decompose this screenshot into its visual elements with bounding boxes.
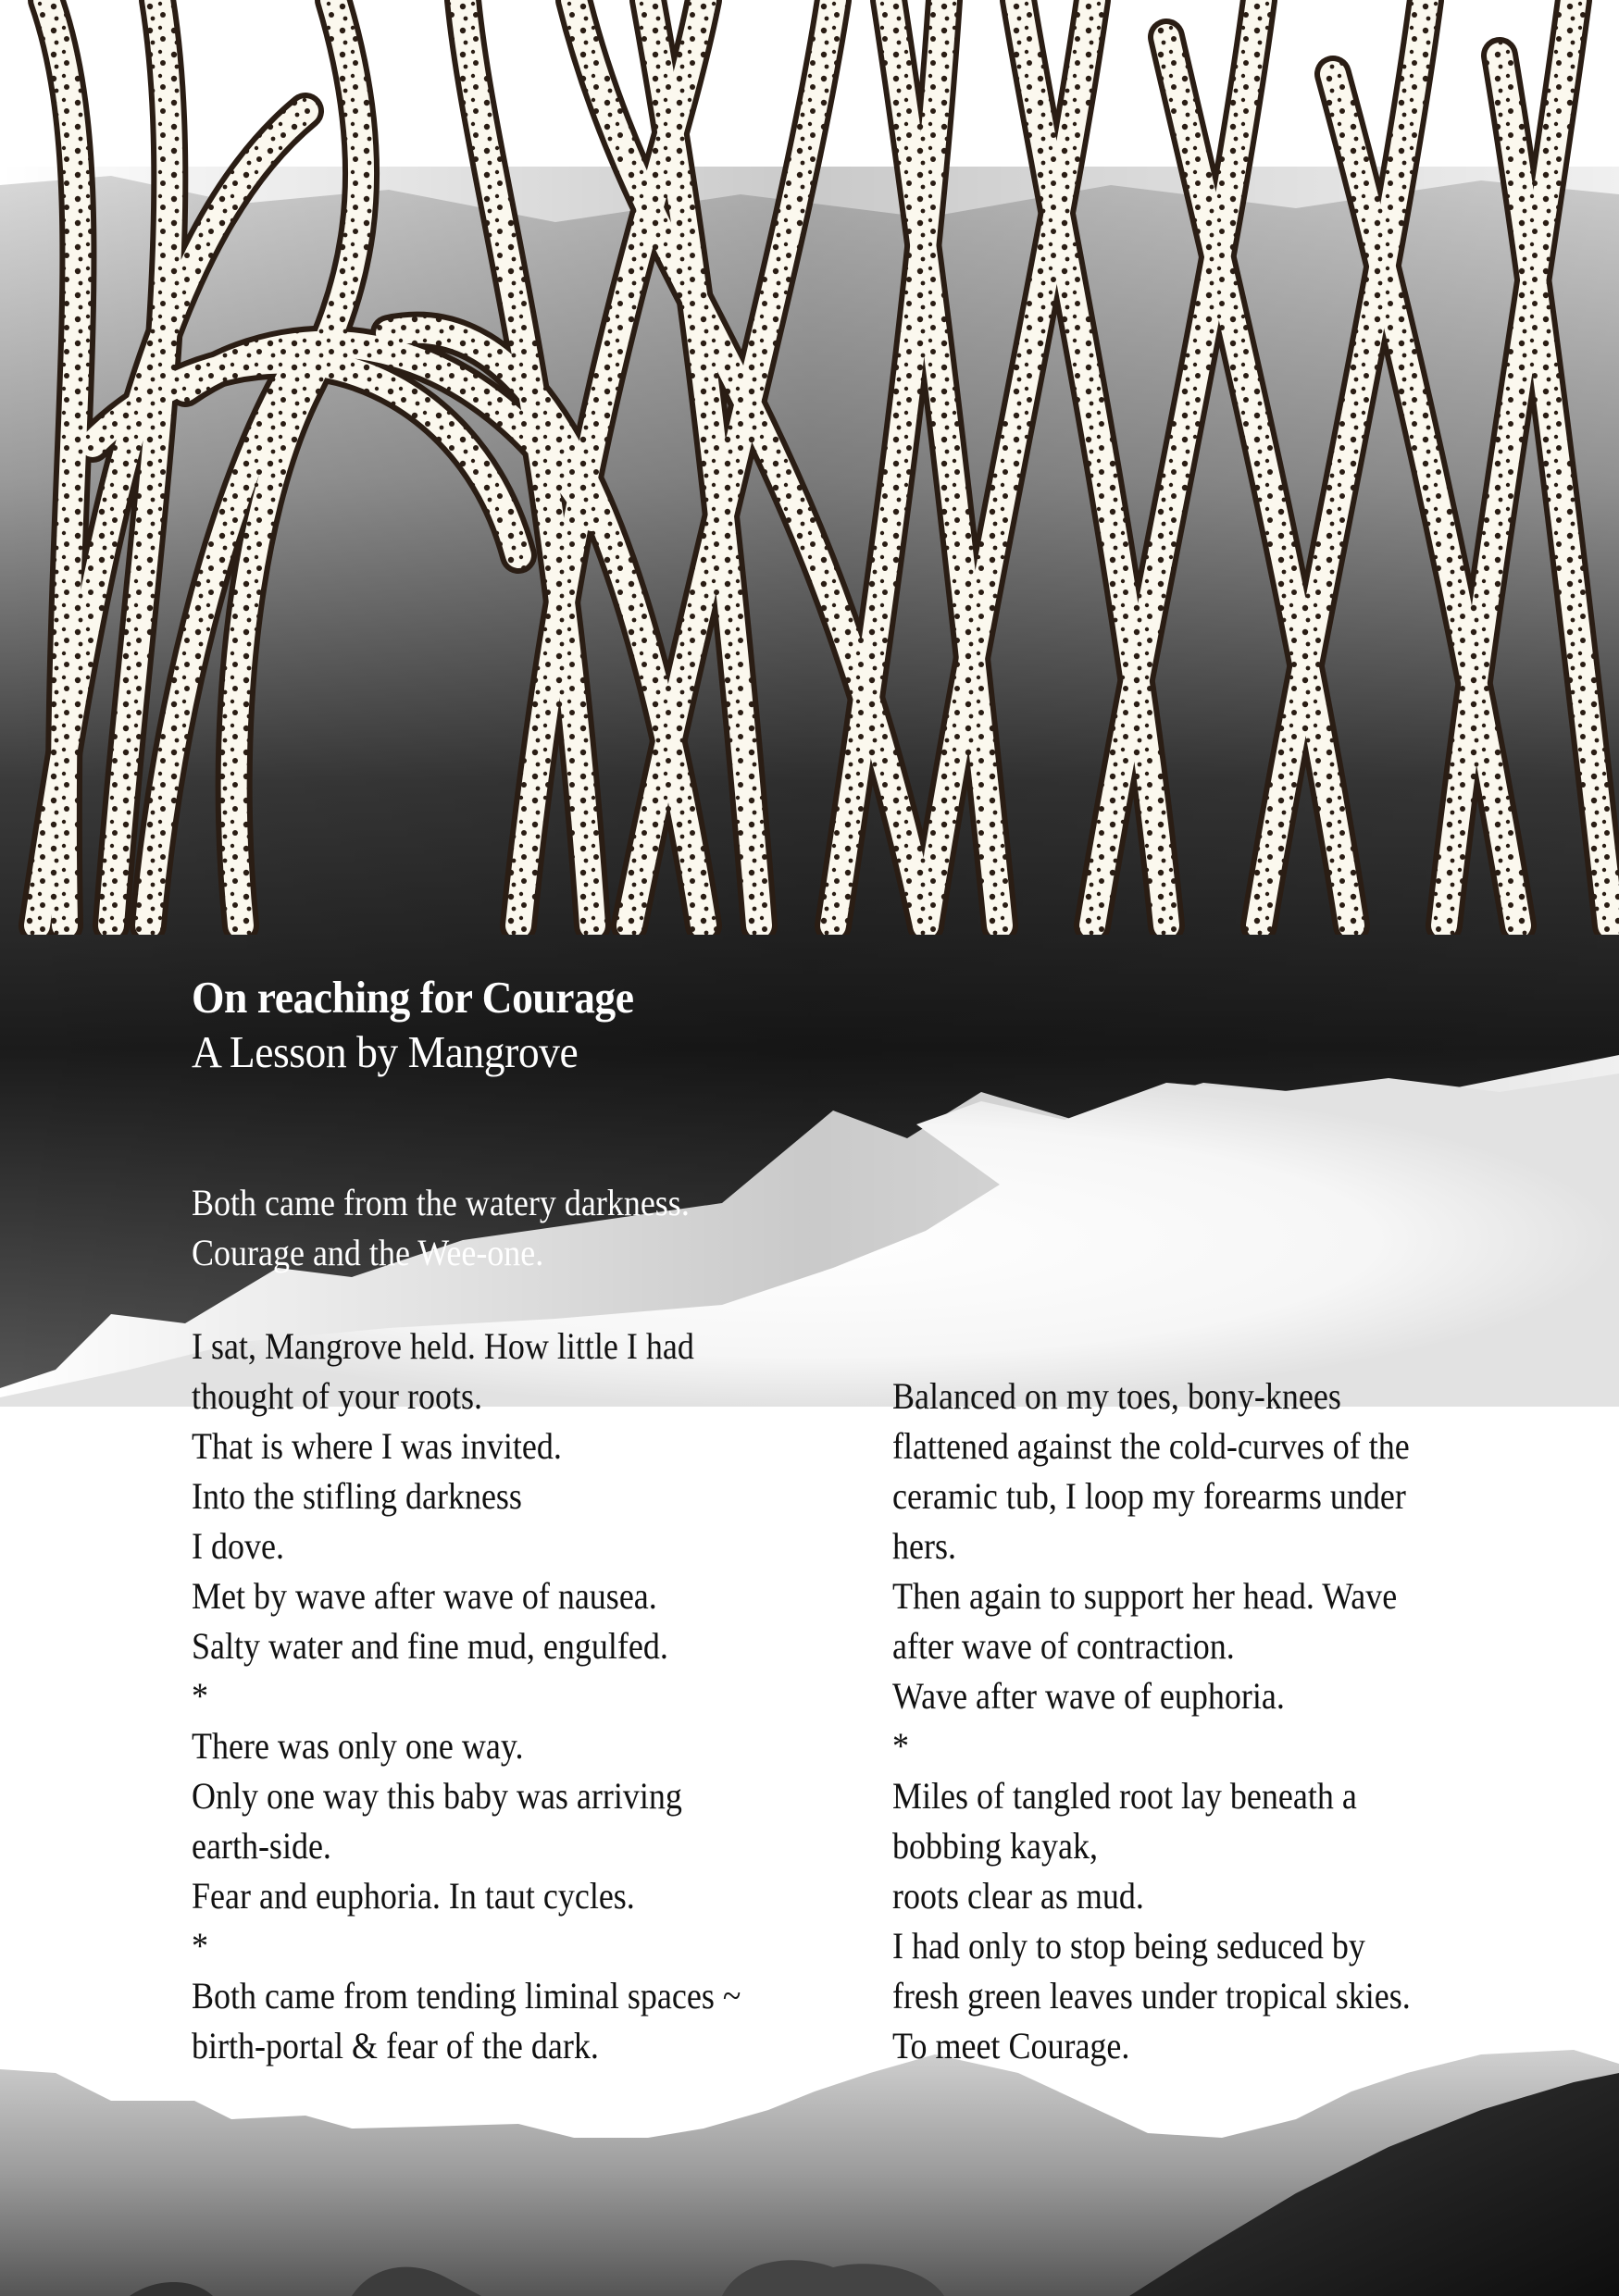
poem-line: fresh green leaves under tropical skies. bbox=[892, 1975, 1411, 2017]
lower-ink-wash bbox=[0, 2036, 1619, 2296]
poem-line: Balanced on my toes, bony-knees bbox=[892, 1375, 1341, 1417]
stanza-separator: * bbox=[892, 1725, 909, 1767]
poem-line: Salty water and fine mud, engulfed. bbox=[192, 1625, 668, 1667]
intro-stanza bbox=[192, 1178, 745, 1278]
poem-line: ceramic tub, I loop my forearms under bbox=[892, 1475, 1406, 1517]
poem-subtitle: A Lesson by Mangrove bbox=[192, 1026, 579, 1077]
poem-line: Both came from tending liminal spaces ~ bbox=[192, 1975, 741, 2017]
poem-line: birth-portal & fear of the dark. bbox=[192, 2025, 599, 2066]
poem-line: To meet Courage. bbox=[892, 2025, 1130, 2066]
poem-line: roots clear as mud. bbox=[892, 1875, 1144, 1917]
poem-line: Wave after wave of euphoria. bbox=[892, 1675, 1285, 1717]
poem-line: Then again to support her head. Wave bbox=[892, 1575, 1398, 1617]
poem-line: I had only to stop being seduced by bbox=[892, 1925, 1365, 1967]
poem-line: bobbing kayak, bbox=[892, 1825, 1098, 1867]
poem-title: On reaching for Courage bbox=[192, 972, 634, 1023]
stanza-separator: * bbox=[192, 1925, 208, 1967]
poem-line: earth-side. bbox=[192, 1825, 331, 1867]
poem-line: That is where I was invited. bbox=[192, 1425, 562, 1467]
stanza-separator: * bbox=[192, 1675, 208, 1717]
poem-line: Only one way this baby was arriving bbox=[192, 1775, 682, 1817]
title-block bbox=[192, 970, 666, 1079]
poem-line: Miles of tangled root lay beneath a bbox=[892, 1775, 1357, 1817]
poem-left-column bbox=[192, 1322, 858, 2071]
poem-line: I dove. bbox=[192, 1525, 284, 1567]
poem-line: thought of your roots. bbox=[192, 1375, 482, 1417]
poem-line: after wave of contraction. bbox=[892, 1625, 1235, 1667]
poem-line: flattened against the cold-curves of the bbox=[892, 1425, 1410, 1467]
poem-line: hers. bbox=[892, 1525, 956, 1567]
poem-right-column bbox=[892, 1371, 1559, 2071]
poem-line: There was only one way. bbox=[192, 1725, 524, 1767]
mangrove-roots-illustration bbox=[0, 0, 1619, 935]
poem-line: I sat, Mangrove held. How little I had bbox=[192, 1325, 694, 1367]
poem-line: Fear and euphoria. In taut cycles. bbox=[192, 1875, 635, 1917]
poem-line: Into the stifling darkness bbox=[192, 1475, 522, 1517]
poem-line: Met by wave after wave of nausea. bbox=[192, 1575, 657, 1617]
intro-line: Both came from the watery darkness. bbox=[192, 1182, 690, 1223]
intro-line: Courage and the Wee-one. bbox=[192, 1232, 544, 1273]
